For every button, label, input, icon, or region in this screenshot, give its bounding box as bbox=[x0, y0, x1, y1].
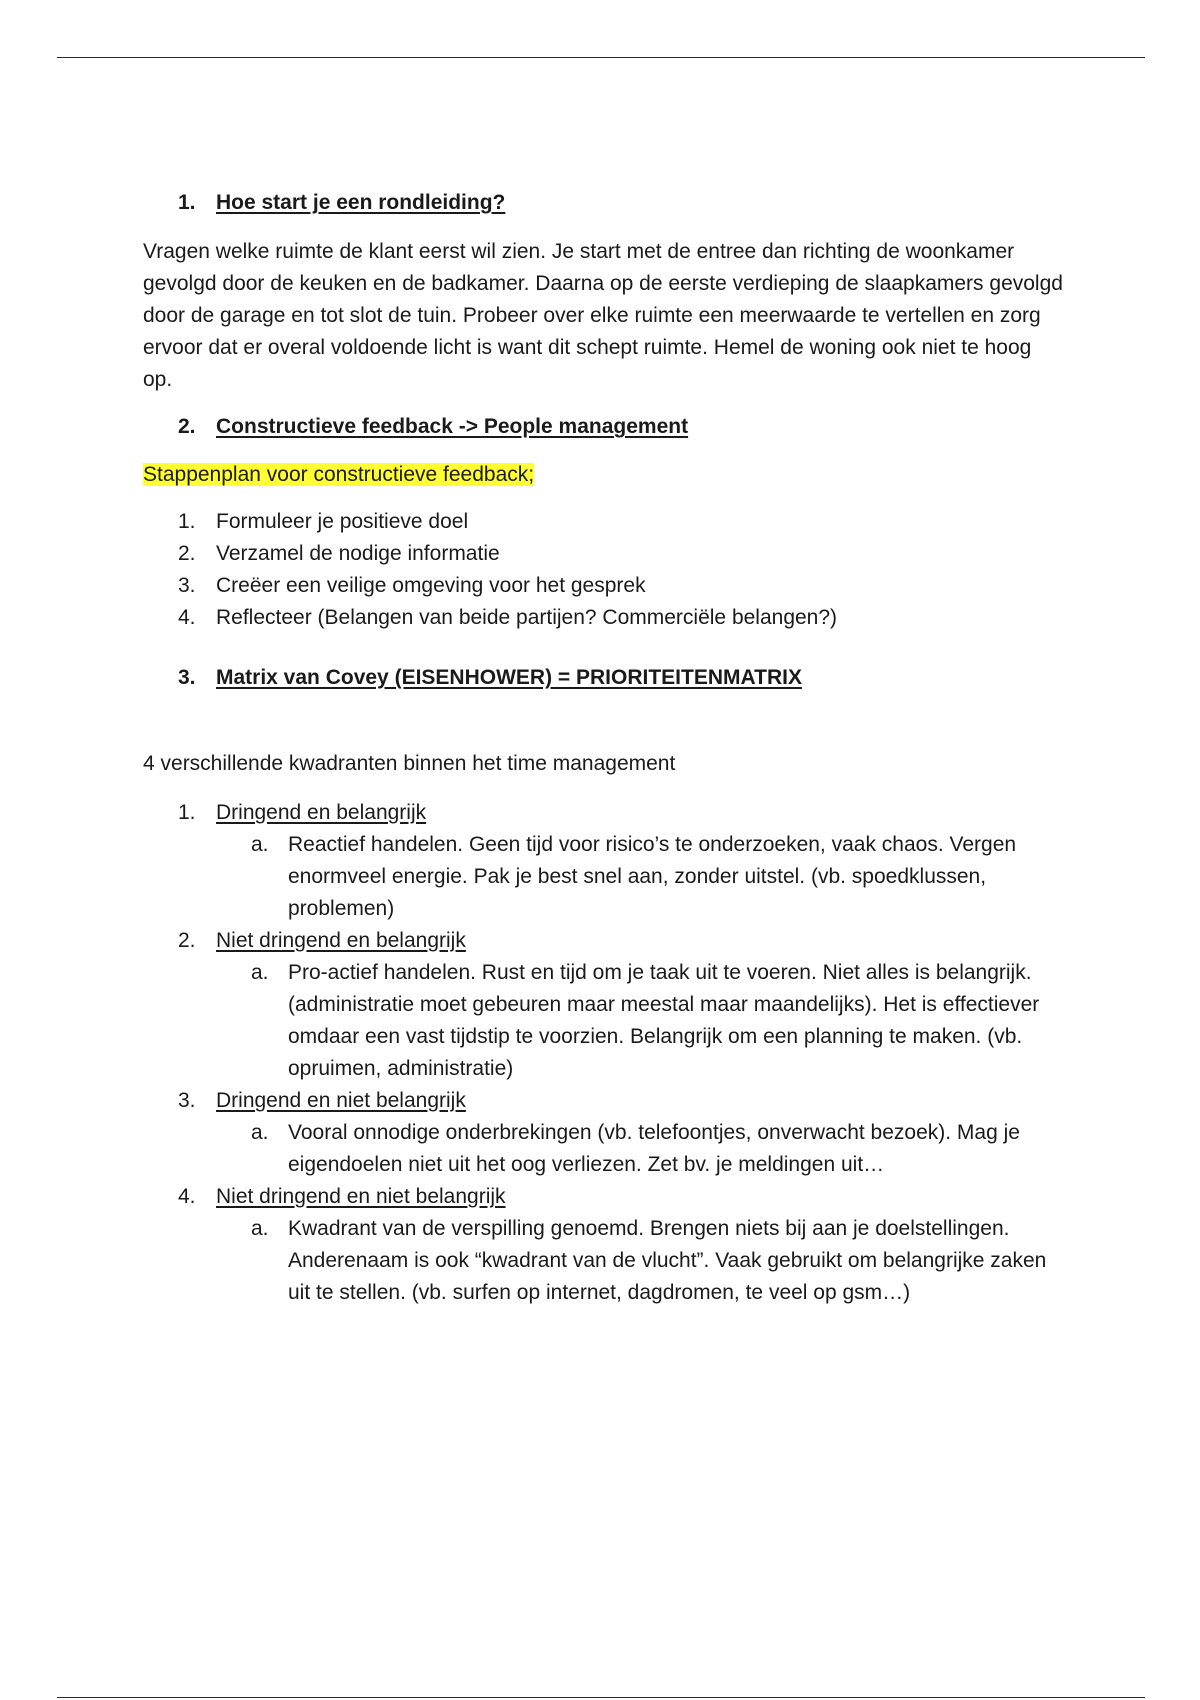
section2-title: Constructieve feedback -> People management bbox=[216, 415, 689, 438]
section3-title: Matrix van Covey (EISENHOWER) = PRIORITEITENMATRIX bbox=[216, 666, 802, 689]
header-rule bbox=[57, 57, 1145, 58]
quadrant-3-text: Vooral onnodige onderbrekingen (vb. telefoontjes, onverwacht bezoek). Mag je eigendoelen niet uit het oog verliezen. Zet bv. je meldingen uit… bbox=[288, 1121, 1020, 1176]
quadrant-1-text: Reactief handelen. Geen tijd voor risico’s te onderzoeken, vaak chaos. Vergen enormveel energie. Pak je best snel aan, zonder uitstel. (vb. spoedklussen, problemen) bbox=[288, 833, 1017, 920]
highlighted-text: Stappenplan voor constructieve feedback; bbox=[143, 463, 535, 486]
list-item: 4. Reflecteer (Belangen van beide partijen? Commerciële belangen?) bbox=[178, 606, 838, 629]
list-item: 1. Formuleer je positieve doel bbox=[178, 510, 469, 533]
section2-subtitle bbox=[143, 459, 1063, 491]
section1-heading bbox=[178, 188, 505, 218]
section2-heading bbox=[178, 412, 688, 442]
footer-rule bbox=[57, 1697, 1145, 1698]
section2-number: 2. bbox=[178, 415, 196, 438]
quadrant-3-title: Dringend en niet belangrijk bbox=[216, 1089, 466, 1112]
quadrant-3: 3. Dringend en niet belangrijk a. Vooral onnodige onderbrekingen (vb. telefoontjes, onverwacht bezoek). Mag je eigendoelen niet uit het oog verliezen. Zet bv. je meldingen uit… bbox=[178, 1089, 1020, 1176]
quadrant-4-title: Niet dringend en niet belangrijk bbox=[216, 1185, 506, 1208]
section1-body: Vragen welke ruimte de klant eerst wil zien. Je start met de entree dan richting de woonkamer gevolgd door de keuken en de badkamer. Daarna op de eerste verdieping de slaapkamers gevolgd door de garage en tot slot de tuin. Probeer over elke ruimte een meerwaarde te vertellen en zorg ervoor dat er overal voldoende licht is want dit schept ruimte. Hemel de woning ook niet te hoog op. bbox=[143, 240, 1063, 391]
section3-heading bbox=[178, 663, 802, 693]
section3-number: 3. bbox=[178, 666, 196, 689]
quadrant-4-text: Kwadrant van de verspilling genoemd. Brengen niets bij aan je doelstellingen. Anderenaam is ook “kwadrant van de vlucht”. Vaak gebruikt om belangrijke zaken uit te stellen. (vb. surfen op internet, dagdromen, te veel op gsm…) bbox=[288, 1217, 1047, 1304]
quadrant-1: 1. Dringend en belangrijk a. Reactief handelen. Geen tijd voor risico’s te onderzoeken, vaak chaos. Vergen enormveel energie. Pak je best snel aan, zonder uitstel. (vb. spoedklussen, problemen) bbox=[178, 801, 1017, 920]
section1-title: Hoe start je een rondleiding? bbox=[216, 191, 506, 214]
feedback-steps-list bbox=[178, 506, 837, 634]
quadrant-2: 2. Niet dringend en belangrijk a. Pro-actief handelen. Rust en tijd om je taak uit te voeren. Niet alles is belangrijk. (administratie moet gebeuren maar meestal maar maandelijks). Het is effectiever omdaar een vast tijdstip te voorzien. Belangrijk om een planning te maken. (vb. opruimen, administratie) bbox=[178, 929, 1040, 1080]
section1-number: 1. bbox=[178, 191, 196, 214]
quadrant-1-title: Dringend en belangrijk bbox=[216, 801, 427, 824]
quadrant-4: 4. Niet dringend en niet belangrijk a. Kwadrant van de verspilling genoemd. Brengen niets bij aan je doelstellingen. Anderenaam is ook “kwadrant van de vlucht”. Vaak gebruikt om belangrijke zaken uit te stellen. (vb. surfen op internet, dagdromen, te veel op gsm…) bbox=[178, 1185, 1047, 1304]
quadrant-2-title: Niet dringend en belangrijk bbox=[216, 929, 466, 952]
section3-intro: 4 verschillende kwadranten binnen het time management bbox=[143, 752, 676, 775]
quadrant-2-text: Pro-actief handelen. Rust en tijd om je taak uit te voeren. Niet alles is belangrijk. (administratie moet gebeuren maar meestal maar maandelijks). Het is effectiever omdaar een vast tijdstip te voorzien. Belangrijk om een planning te maken. (vb. opruimen, administratie) bbox=[288, 961, 1040, 1080]
list-item: 2. Verzamel de nodige informatie bbox=[178, 542, 500, 565]
list-item: 3. Creëer een veilige omgeving voor het gesprek bbox=[178, 574, 646, 597]
